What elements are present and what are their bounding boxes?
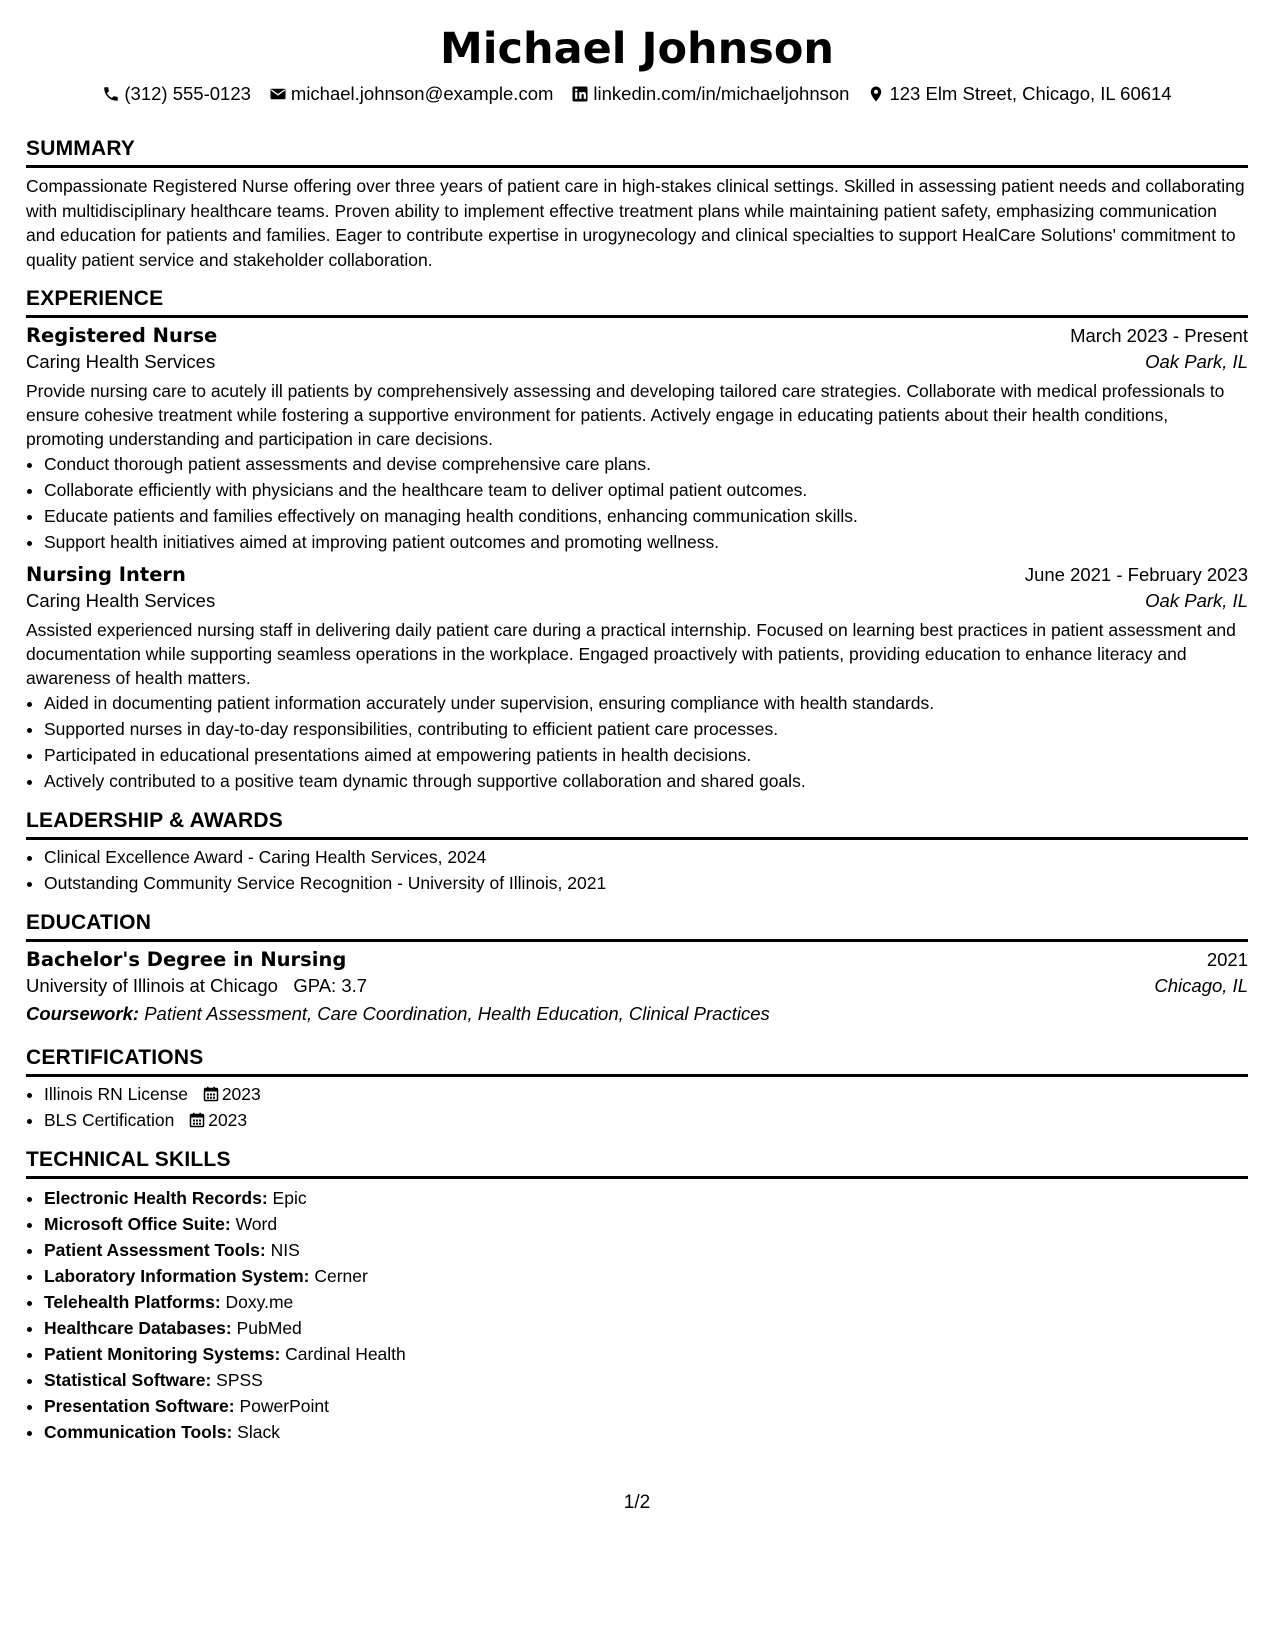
section-title-education: EDUCATION xyxy=(26,910,1248,942)
list-item: • Collaborate efficiently with physicians and the healthcare team to deliver optimal patient outcomes. xyxy=(44,477,1248,503)
contact-bar xyxy=(26,80,1248,108)
list-item: • Aided in documenting patient information accurately under supervision, ensuring compliance with health standards. xyxy=(44,690,1248,716)
job-role: Nursing Intern xyxy=(26,563,186,586)
list-item: • Actively contributed to a positive team dynamic through supportive collaboration and shared goals. xyxy=(44,768,1248,794)
job-header xyxy=(26,324,1248,347)
skill-label: Electronic Health Records: xyxy=(44,1188,268,1208)
section-title-summary: SUMMARY xyxy=(26,136,1248,168)
job-location: Oak Park, IL xyxy=(1145,590,1248,611)
contact-phone xyxy=(102,83,251,105)
summary-section xyxy=(26,136,1248,272)
list-item xyxy=(44,1419,1248,1445)
section-title-awards: LEADERSHIP & AWARDS xyxy=(26,808,1248,840)
experience-section xyxy=(26,286,1248,794)
list-item xyxy=(44,1263,1248,1289)
job-header xyxy=(26,563,1248,586)
job-description: Assisted experienced nursing staff in delivering daily patient care during a practical internship. Focused on learning best practices in patient assessment and documentation while supporting seamless operations in the workplace. Engaged proactively with patients, providing education to enhance literacy and awareness of health matters. xyxy=(26,620,1236,688)
school-line xyxy=(26,975,367,997)
list-item xyxy=(44,1315,1248,1341)
list-item xyxy=(44,1341,1248,1367)
skill-value: SPSS xyxy=(216,1370,263,1390)
job-company: Caring Health Services xyxy=(26,590,216,611)
contact-email[interactable] xyxy=(269,83,554,105)
email-link[interactable]: michael.johnson@example.com xyxy=(290,83,554,104)
phone-icon xyxy=(102,85,120,103)
list-item xyxy=(44,1185,1248,1211)
coursework-label: Coursework: xyxy=(26,1003,140,1024)
address-text: 123 Elm Street, Chicago, IL 60614 xyxy=(889,83,1172,104)
skill-label: Telehealth Platforms: xyxy=(44,1292,221,1312)
skill-value: PowerPoint xyxy=(239,1396,329,1416)
linkedin-link[interactable]: linkedin.com/in/michaeljohnson xyxy=(593,83,850,104)
job-entry xyxy=(26,563,1248,794)
skill-label: Patient Assessment Tools: xyxy=(44,1240,266,1260)
school-location: Chicago, IL xyxy=(1154,975,1248,996)
education-subheader xyxy=(26,975,1248,997)
list-item xyxy=(44,1211,1248,1237)
job-description: Provide nursing care to acutely ill patients by comprehensively assessing and developing tailored care strategies. Collaborate with medical professionals to ensure cohesive treatment while fostering a supportive environment for patients. Actively engage in educating patients about their health conditions, promoting understanding and participation in care decisions. xyxy=(26,381,1225,449)
skill-value: Word xyxy=(235,1214,278,1234)
coursework-text: Patient Assessment, Care Coordination, Health Education, Clinical Practices xyxy=(144,1003,770,1024)
contact-address xyxy=(867,83,1171,105)
school-name: University of Illinois at Chicago xyxy=(26,975,278,996)
skill-value: Cerner xyxy=(314,1266,368,1286)
job-role: Registered Nurse xyxy=(26,324,218,347)
phone-text: (312) 555-0123 xyxy=(124,83,251,104)
skill-label: Communication Tools: xyxy=(44,1422,233,1442)
job-dates: March 2023 - Present xyxy=(1070,325,1248,346)
page-number: 1/2 xyxy=(623,1492,651,1513)
summary-text: Compassionate Registered Nurse offering over three years of patient care in high-stakes clinical settings. Skilled in assessing patient needs and collaborating with multidisciplinary healthcare teams. Proven ability to implement effective treatment plans while maintaining patient safety, emphasizing communication and education for patients and families. Eager to contribute expertise in urogynecology and clinical specialties to support HealCare Solutions' commitment to quality patient service and stakeholder collaboration. xyxy=(26,176,1245,270)
cert-year: 2023 xyxy=(208,1110,248,1130)
certifications-section xyxy=(26,1045,1248,1133)
list-item: • Support health initiatives aimed at improving patient outcomes and promoting wellness. xyxy=(44,529,1248,555)
calendar-icon xyxy=(203,1086,219,1102)
skill-label: Patient Monitoring Systems: xyxy=(44,1344,281,1364)
education-header xyxy=(26,948,1248,971)
gpa: GPA: 3.7 xyxy=(293,975,368,996)
calendar-icon xyxy=(189,1112,205,1128)
envelope-icon xyxy=(269,85,287,103)
coursework-line xyxy=(26,1003,1248,1025)
list-item: • Participated in educational presentations aimed at empowering patients in health decisions. xyxy=(44,742,1248,768)
skill-label: Healthcare Databases: xyxy=(44,1318,232,1338)
skill-value: NIS xyxy=(270,1240,300,1260)
list-item xyxy=(44,1367,1248,1393)
list-item xyxy=(44,1237,1248,1263)
skills-section xyxy=(26,1147,1248,1445)
list-item xyxy=(44,1081,1248,1107)
section-title-certifications: CERTIFICATIONS xyxy=(26,1045,1248,1077)
skills-list xyxy=(26,1185,1248,1445)
cert-name: Illinois RN License xyxy=(44,1084,188,1104)
skill-value: PubMed xyxy=(236,1318,302,1338)
skill-label: Laboratory Information System: xyxy=(44,1266,310,1286)
job-subheader xyxy=(26,351,1248,373)
graduation-year: 2021 xyxy=(1206,949,1248,970)
contact-linkedin[interactable] xyxy=(571,83,849,105)
resume-page xyxy=(26,0,1248,1650)
candidate-name: Michael Johnson xyxy=(439,24,835,74)
list-item xyxy=(44,1107,1248,1133)
cert-year: 2023 xyxy=(221,1084,261,1104)
skill-value: Doxy.me xyxy=(225,1292,294,1312)
certifications-list xyxy=(26,1081,1248,1133)
skill-value: Epic xyxy=(272,1188,307,1208)
awards-section xyxy=(26,808,1248,896)
job-entry xyxy=(26,324,1248,555)
skill-value: Slack xyxy=(237,1422,280,1442)
skill-label: Microsoft Office Suite: xyxy=(44,1214,231,1234)
list-item xyxy=(44,1393,1248,1419)
awards-list xyxy=(26,844,1248,896)
list-item: • Outstanding Community Service Recognition - University of Illinois, 2021 xyxy=(44,870,1248,896)
list-item: • Supported nurses in day-to-day responsibilities, contributing to efficient patient care processes. xyxy=(44,716,1248,742)
education-section xyxy=(26,910,1248,1025)
section-title-experience: EXPERIENCE xyxy=(26,286,1248,318)
list-item xyxy=(44,1289,1248,1315)
list-item: • Clinical Excellence Award - Caring Health Services, 2024 xyxy=(44,844,1248,870)
skill-value: Cardinal Health xyxy=(285,1344,406,1364)
list-item: • Educate patients and families effectively on managing health conditions, enhancing communication skills. xyxy=(44,503,1248,529)
degree-name: Bachelor's Degree in Nursing xyxy=(26,948,347,971)
job-subheader xyxy=(26,590,1248,612)
skill-label: Presentation Software: xyxy=(44,1396,235,1416)
skill-label: Statistical Software: xyxy=(44,1370,212,1390)
job-dates: June 2021 - February 2023 xyxy=(1024,564,1248,585)
cert-name: BLS Certification xyxy=(44,1110,175,1130)
linkedin-icon xyxy=(571,85,589,103)
job-bullets xyxy=(26,690,1248,794)
job-company: Caring Health Services xyxy=(26,351,216,372)
list-item: • Conduct thorough patient assessments and devise comprehensive care plans. xyxy=(44,451,1248,477)
job-bullets xyxy=(26,451,1248,555)
map-pin-icon xyxy=(867,85,885,103)
section-title-skills: TECHNICAL SKILLS xyxy=(26,1147,1248,1179)
job-location: Oak Park, IL xyxy=(1145,351,1248,372)
